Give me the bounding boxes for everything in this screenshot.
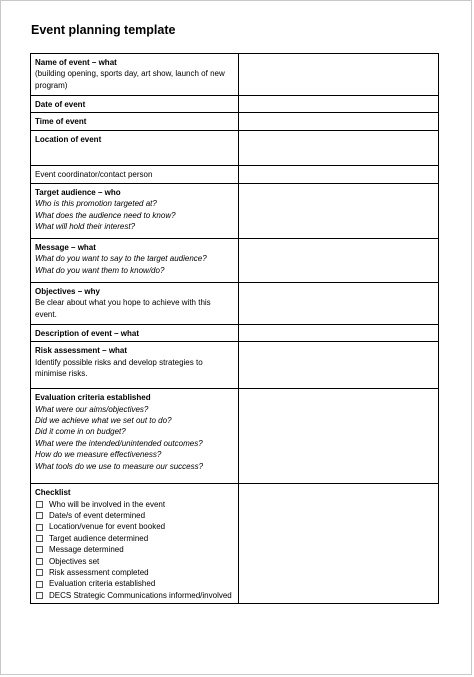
checklist-item[interactable] xyxy=(35,590,234,601)
checklist-item[interactable] xyxy=(35,510,234,521)
evaluation-question: What tools do we use to measure our success? xyxy=(35,461,204,471)
message-label: Message – what xyxy=(35,242,96,252)
checkbox-icon[interactable] xyxy=(36,581,43,588)
checklist-item[interactable] xyxy=(35,533,234,544)
evaluation-question: Did we achieve what we set out to do? xyxy=(35,416,172,426)
row-label-cell xyxy=(31,183,239,238)
evaluation-answer[interactable] xyxy=(239,389,439,484)
row-label-cell xyxy=(31,389,239,484)
evaluation-question: Did it come in on budget? xyxy=(35,427,126,437)
checkbox-icon[interactable] xyxy=(36,535,43,542)
row-label-cell xyxy=(31,54,239,96)
checklist-item[interactable] xyxy=(35,544,234,555)
name-of-event-answer[interactable] xyxy=(239,54,439,96)
checklist-item[interactable] xyxy=(35,567,234,578)
row-label-cell xyxy=(31,165,239,183)
checklist-item-label: Date/s of event determined xyxy=(49,511,146,521)
location-of-event-label: Location of event xyxy=(35,134,102,144)
table-row xyxy=(31,389,439,484)
checklist-item[interactable] xyxy=(35,499,234,510)
checklist-item-label: DECS Strategic Communications informed/involved xyxy=(49,590,232,600)
target-audience-question: What will hold their interest? xyxy=(35,222,136,232)
target-audience-label: Target audience – who xyxy=(35,187,121,197)
checkbox-icon[interactable] xyxy=(36,558,43,565)
checklist-item[interactable] xyxy=(35,521,234,532)
target-audience-question: What does the audience need to know? xyxy=(35,210,176,220)
checklist-item-label: Message determined xyxy=(49,545,124,555)
table-row xyxy=(31,165,439,183)
evaluation-question: What were our aims/objectives? xyxy=(35,404,149,414)
target-audience-question: Who is this promotion targeted at? xyxy=(35,199,157,209)
risk-assessment-note: Identify possible risks and develop strategies to minimise risks. xyxy=(35,357,203,379)
objectives-label: Objectives – why xyxy=(35,286,100,296)
evaluation-question: How do we measure effectiveness? xyxy=(35,450,162,460)
checklist-item-label: Objectives set xyxy=(49,556,100,566)
row-label-cell xyxy=(31,96,239,113)
checklist-item[interactable] xyxy=(35,578,234,589)
table-row xyxy=(31,238,439,282)
description-answer[interactable] xyxy=(239,324,439,341)
checklist-label: Checklist xyxy=(35,488,71,498)
name-of-event-label: Name of event – what xyxy=(35,58,117,67)
coordinator-answer[interactable] xyxy=(239,165,439,183)
time-of-event-label: Time of event xyxy=(35,117,87,127)
checklist-item-label: Evaluation criteria established xyxy=(49,579,156,589)
message-answer[interactable] xyxy=(239,238,439,282)
table-row xyxy=(31,484,439,604)
table-row xyxy=(31,324,439,341)
checkbox-icon[interactable] xyxy=(36,592,43,599)
description-label: Description of event – what xyxy=(35,328,140,338)
checklist-item-label: Who will be involved in the event xyxy=(49,499,166,509)
location-of-event-answer[interactable] xyxy=(239,130,439,165)
message-question: What do you want them to know/do? xyxy=(35,265,165,275)
checkbox-icon[interactable] xyxy=(36,501,43,508)
checklist-item-label: Location/venue for event booked xyxy=(49,522,166,532)
row-label-cell xyxy=(31,113,239,130)
row-label-cell xyxy=(31,238,239,282)
row-label-cell xyxy=(31,130,239,165)
risk-assessment-answer[interactable] xyxy=(239,342,439,389)
row-label-cell xyxy=(31,484,239,604)
checklist-item-label: Risk assessment completed xyxy=(49,568,149,578)
checklist-item[interactable] xyxy=(35,556,234,567)
event-planning-table xyxy=(30,53,439,604)
row-label-cell xyxy=(31,324,239,341)
table-row xyxy=(31,130,439,165)
message-question: What do you want to say to the target audience? xyxy=(35,254,207,264)
checkbox-icon[interactable] xyxy=(36,569,43,576)
row-label-cell xyxy=(31,342,239,389)
row-label-cell xyxy=(31,282,239,324)
time-of-event-answer[interactable] xyxy=(239,113,439,130)
checkbox-icon[interactable] xyxy=(36,524,43,531)
table-row xyxy=(31,183,439,238)
checkbox-icon[interactable] xyxy=(36,512,43,519)
risk-assessment-label: Risk assessment – what xyxy=(35,346,128,356)
objectives-answer[interactable] xyxy=(239,282,439,324)
table-row xyxy=(31,282,439,324)
evaluation-label: Evaluation criteria established xyxy=(35,393,151,403)
table-row xyxy=(31,96,439,113)
name-of-event-note: (building opening, sports day, art show, launch of new program) xyxy=(35,69,225,90)
table-row xyxy=(31,113,439,130)
date-of-event-label: Date of event xyxy=(35,100,86,109)
target-audience-answer[interactable] xyxy=(239,183,439,238)
objectives-note: Be clear about what you hope to achieve with this event. xyxy=(35,298,211,319)
table-row xyxy=(31,54,439,96)
checklist-item-label: Target audience determined xyxy=(49,533,149,543)
coordinator-label: Event coordinator/contact person xyxy=(35,169,153,179)
checklist-answer[interactable] xyxy=(239,484,439,604)
table-row xyxy=(31,342,439,389)
checkbox-icon[interactable] xyxy=(36,546,43,553)
date-of-event-answer[interactable] xyxy=(239,96,439,113)
evaluation-question: What were the intended/unintended outcomes? xyxy=(35,438,203,448)
page-title: Event planning template xyxy=(31,23,176,37)
